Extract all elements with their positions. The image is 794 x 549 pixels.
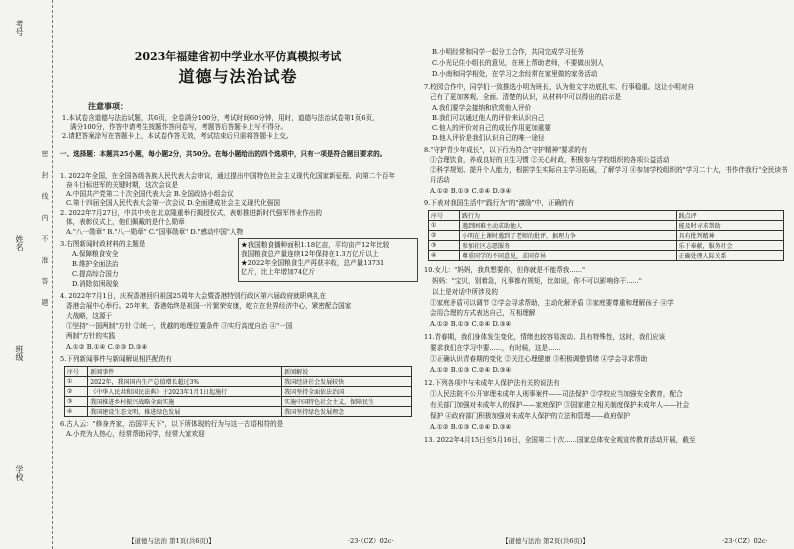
seal-line-text: 密 封 线 内 不 准 答 题 xyxy=(41,150,49,312)
table-header: 新闻解说 xyxy=(282,367,412,377)
table-cell: 能及时寻求帮助 xyxy=(676,221,783,231)
table-cell: ③ xyxy=(65,397,88,407)
question-line: 4. 2022年7月1日，庆祝香港回归祖国25周年大会暨香港特别行政区第六届政府就职典礼在 xyxy=(60,292,327,300)
question-line: 6.古人云："修身齐家，治国平天下"，以下所体现的行为与这一古语相符的是 xyxy=(60,420,284,428)
table-cell: ① xyxy=(429,221,460,231)
option-line: B.小明经常和同学一起分工合作，共同完成学习任务 xyxy=(432,48,585,56)
table-cell: 2022年，我国国内生产总值增长超过3% xyxy=(88,377,282,387)
option-line: C.他人的评价对自己的成长作用更加重要 xyxy=(432,124,551,132)
table-cell: 我国推进乡村振兴战略全面实施 xyxy=(88,397,282,407)
option-line: B.我们可以通过他人的评价来认识自己 xyxy=(432,114,545,122)
table-cell: 尊重同学的不同意见，求同存异 xyxy=(459,251,676,261)
question-line: 会用合理的方式表达自己，互相理解 xyxy=(430,309,536,317)
option-line: C.小光记住小组长的意见，在班上帮助老师，不要做出别人 xyxy=(432,59,604,67)
option-line: A."八一勋章" B."八一勋章" C."国事勋章" D."感动中国"人物 xyxy=(66,228,244,236)
option-line: C.第十四届全国人民代表大会第一次会议 D.全面建成社会主义现代化强国 xyxy=(66,199,280,207)
table-cell: ④ xyxy=(65,407,88,417)
option-line: A.①② B.①③ C.②④ D.③④ xyxy=(430,423,512,431)
table-cell: 参加社区志愿服务 xyxy=(459,241,676,251)
question-line: 大战略，这源于 xyxy=(66,312,113,320)
news-line: ★我国粮食播种面积1.18亿亩，平均亩产12年比较 xyxy=(241,241,390,249)
label-xuexiao: 学校 xyxy=(15,465,24,481)
note-line: 2.请把答案涂写在答题卡上，本试卷作答无效，考试结束后只需将答题卡上交。 xyxy=(62,132,293,140)
question-line: 妈妈："宝贝，别着急，凡事都有规矩，比如说，你不可以影响你干......" xyxy=(432,277,642,285)
table-cell: 具有批判精神 xyxy=(676,231,783,241)
table-header: 践点评 xyxy=(676,211,783,221)
question-line: 有关部门加强对未成年人的保护——家庭保护 ③国家建立相关制度保护未成年人——社会 xyxy=(430,401,690,409)
question-line: 体，表彰仪式上，他们佩戴的是什么勋章 xyxy=(66,218,185,226)
table-header: 新闻事件 xyxy=(88,367,282,377)
question-line: ①人民法院不公开审理未成年人刑事案件——司法保护 ②学校应当加强安全教育，配合 xyxy=(430,390,683,398)
option-line: C.提高综合国力 xyxy=(72,270,119,278)
option-line: A.①② B.①③ C.②④ D.③④ xyxy=(430,320,512,328)
table-cell: 遇到困难主动求助他人 xyxy=(459,221,676,231)
label-xingming: 姓名 xyxy=(15,235,24,251)
table-q9 xyxy=(428,210,784,261)
question-line: 己有了更加客观、全面、清楚的认识，从材料中可以得出的启示是 xyxy=(430,93,622,101)
table-cell: 我国经济社会发展较快 xyxy=(282,377,412,387)
question-line: 8."守护青少年成长"，以下行为符合"守护精神"要求的有 xyxy=(424,146,588,154)
footer-left: 【道德与法治 第1页(共6页)】 xyxy=(128,537,215,545)
news-line: 亿斤，比上年增加74亿斤 xyxy=(241,268,316,276)
news-line: ★2022年全国粮食生产再获丰收，总产量13731 xyxy=(241,259,385,267)
option-line: D.消除贫困现象 xyxy=(72,280,119,288)
question-line: 3.右图新闻时政材料的主题是 xyxy=(60,240,146,248)
table-cell: ① xyxy=(65,377,88,387)
table-cell: ③ xyxy=(429,241,460,251)
binding-margin xyxy=(0,0,53,549)
note-line: 1.本试卷含道德与法治试题，共6页，全卷满分100分，考试时间60分钟，用时，道德与法治试卷第1页6页， xyxy=(62,114,379,122)
exam-title: 2023年福建省初中学业水平仿真模拟考试 xyxy=(134,50,342,63)
left-column xyxy=(58,0,418,549)
question-line: 9.下表对我国生活中"践行为"的"激励"中，正确的有 xyxy=(424,199,575,207)
label-banji: 班级 xyxy=(15,345,24,361)
question-line: 13. 2022年4月15日至5月16日，全国第二十次......国家总体安全观宣传教育活动开展，截至 xyxy=(424,436,696,444)
question-line: ①正确认识青春期的变化 ②关注心理健康 ③积极调整情绪 ④学会寻求帮助 xyxy=(430,355,648,363)
table-cell: ② xyxy=(429,231,460,241)
news-box xyxy=(238,238,418,282)
footer-left-code: ·23·（CZ）02c· xyxy=(348,537,394,545)
option-line: D.小南和同学相处，在学习之余经常在家里做的家务活动 xyxy=(432,70,598,78)
question-line: 12.下列各项中与未成年人保护法有关的说法有 xyxy=(424,379,560,387)
option-line: A.①② B.①③ C.②④ D.③④ xyxy=(430,366,512,374)
table-q5 xyxy=(64,366,412,417)
question-line: ①坚持"一国两制"方针 ②统一，优越的地理位置条件 ③实行高度自治 ④"一国 xyxy=(66,322,293,330)
question-line: 10.女儿："妈妈，我真想要你，但你就是不能帮我......" xyxy=(424,266,586,274)
table-cell: 我国坚持绿色发展理念 xyxy=(282,407,412,417)
table-cell: 《中华人民共和国民法典》于2023年1月1日起施行 xyxy=(88,387,282,397)
table-cell: 乐于奉献，服务社会 xyxy=(676,241,783,251)
option-line: D.他人评价是我们认识自己的唯一途径 xyxy=(432,134,545,142)
question-line: 两制"方针的实践 xyxy=(66,332,116,340)
table-cell: 我国建设生态文明，推进绿色发展 xyxy=(88,407,282,417)
option-line: A.保障粮食安全 xyxy=(72,250,119,258)
option-line: A.我们要学会接纳和欣赏他人评价 xyxy=(432,104,532,112)
footer-right-code: ·23·（CZ）02c· xyxy=(722,537,768,545)
footer-right: 【道德与法治 第2页(共6页)】 xyxy=(502,537,589,545)
option-line: A.中国共产党第二十次全国代表大会 B.全国政协小组会议 xyxy=(66,190,234,198)
right-column xyxy=(422,0,790,549)
table-cell: 实施中国特色社会主义，保障民生 xyxy=(282,397,412,407)
question-line: 2. 2022年7月27日，中共中央在北京隆重举行揭授仪式，表彰推进新时代强军伟业作出的 xyxy=(60,209,322,217)
question-line: ①合理饮食，养成良好的卫生习惯 ②关心时政，积极参与学校组织的各项公益活动 xyxy=(430,156,670,164)
question-line: 1. 2022年全国，在全国各级各族人民代表大会审议，通过提出中国特色社会主义现代化国家新征程、向第二个百年 xyxy=(60,172,396,180)
option-line: A.①② B.①③ C.②④ D.③④ xyxy=(430,187,512,195)
section-1-heading: 一、选择题：本题共25小题，每小题2分，共50分。在每小题给出的四个选项中，只有一项是符合题目要求的。 xyxy=(60,150,387,158)
question-line: 以上是对话中所涉及的 xyxy=(432,288,498,296)
table-header: 序号 xyxy=(429,211,460,221)
table-cell: 正确处理人际关系 xyxy=(676,251,783,261)
option-line: B.维护全面法治 xyxy=(72,260,119,268)
table-cell: 我国坚持全面依法治国 xyxy=(282,387,412,397)
option-line: A.①② B.①④ C.②③ D.③④ xyxy=(66,343,148,351)
option-line: A.小亮为人热心，经常帮助同学，经常大家欢迎 xyxy=(66,430,205,438)
question-line: 7.校园合作中，同学们一致推选小明为班长，认为他文字功底扎实、行事稳重。这让小明对自 xyxy=(424,83,695,91)
note-line: 满分100分，作答中请考生按题作答问卷写，考题答后答题卡上写不得分。 xyxy=(70,123,287,131)
notes-title: 注意事项： xyxy=(88,102,128,110)
question-line: 保护 ④政府部门积极加强对未成年人保护的立法和管理——政府保护 xyxy=(430,412,630,420)
news-line: 我国粮食总产量连续12年保持在1.3万亿斤以上 xyxy=(241,250,379,258)
question-line: ①家庭矛盾可以调节 ②学会寻求帮助，主动化解矛盾 ③家庭要尊重和理解孩子 ④学 xyxy=(430,299,674,307)
question-line: 香港会展中心举行。25年来，香港始终是祖国一片繁荣安康，屹立在世界经济中心，紧密配合国家 xyxy=(66,302,352,310)
table-header: 序号 xyxy=(65,367,88,377)
question-line: 奋斗目标进军的关键时期，这次会议是 xyxy=(66,181,179,189)
label-kaohao: 考号 xyxy=(15,20,24,36)
question-line: 11.青春期，我们身体发生变化，情绪也较容易波动、具有特殊性，这时，我们应该 xyxy=(424,333,666,341)
exam-subtitle: 道德与法治试卷 xyxy=(178,67,298,86)
table-cell: ④ xyxy=(429,251,460,261)
question-line: 5.下列新闻事件与新闻解说相匹配的有 xyxy=(60,355,172,363)
question-line: 要求我们在学习中要......，有时候，这是...... xyxy=(430,344,561,352)
question-line: 月活动 xyxy=(430,176,450,184)
table-header: 践行为 xyxy=(459,211,676,221)
table-cell: ② xyxy=(65,387,88,397)
table-cell: 小明在上课时遇到了老师的批评，据理力争 xyxy=(459,231,676,241)
question-line: ②科学规划、提升个人能力，根据学生实际自主学习拓展，了解学习 ④参加学校组织的"学习二十大，书作伴我行"全民读书 xyxy=(430,166,788,174)
